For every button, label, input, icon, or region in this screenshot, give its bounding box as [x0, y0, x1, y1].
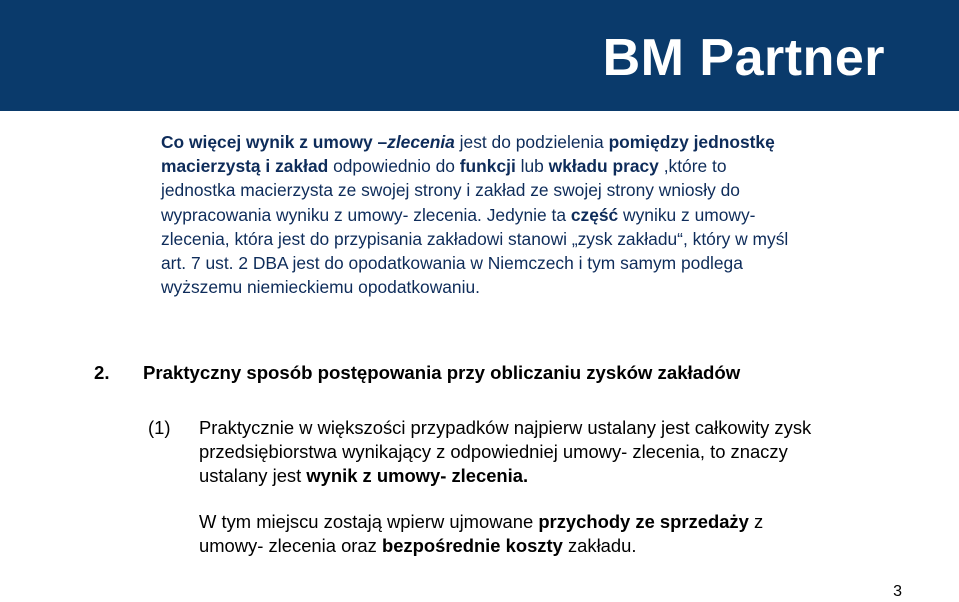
intro-bold-4: wkładu pracy: [548, 156, 659, 177]
item-p1-text: Praktycznie w większości przypadków najpierw ustalany jest całkowity zysk przedsiębiorstwa wynikający z odpowiedniej umowy- zlecenia, to znaczy ustalany jest: [199, 417, 812, 486]
intro-bold-1: Co więcej wynik z umowy –: [161, 132, 388, 152]
intro-text-1: jest do podzielenia: [454, 132, 609, 152]
page-number: 3: [893, 583, 902, 600]
item-p2-text-3: zakładu.: [562, 535, 637, 556]
item-paragraph-1: [199, 416, 829, 488]
intro-text-3: lub: [515, 156, 549, 177]
intro-text-4: ,które to jednostka macierzysta ze swojej strony i zakład ze swojej strony wniosły do wypracowania wyniku z umowy- zlecenia. Jedynie ta: [161, 156, 740, 225]
item-paragraph-2: [199, 510, 829, 558]
intro-paragraph: [161, 130, 801, 299]
section-title-text: Praktyczny sposób postępowania przy obliczaniu zysków zakładów: [143, 362, 741, 383]
section-number: 2.: [94, 362, 110, 383]
item-p2-text-2: z umowy- zlecenia oraz: [199, 511, 764, 556]
section-heading: [94, 360, 854, 386]
intro-bold-3: funkcji: [459, 156, 516, 177]
intro-bold-italic: zlecenia: [387, 132, 455, 152]
intro-text-5: wyniku z umowy- zlecenia, która jest do przypisania zakładowi stanowi „zysk zakładu“, który w myśl art. 7 ust. 2 DBA jest do opodatkowania w Niemczech i tym samym podlega wyższemu niemieckiemu opodatkowaniu.: [161, 204, 789, 298]
item-p2-bold-2: bezpośrednie koszty: [381, 535, 563, 556]
intro-text-2: odpowiednio do: [328, 156, 460, 177]
item-p1-bold: wynik z umowy- zlecenia.: [306, 465, 529, 486]
item-number: (1): [148, 417, 171, 438]
item-body: [199, 416, 829, 558]
item-p2-bold-1: przychody ze sprzedaży: [538, 511, 749, 532]
header-bar: [0, 0, 959, 111]
intro-bold-5: część: [570, 204, 619, 225]
brand-title: BM Partner: [602, 29, 885, 87]
intro-bold-2: pomiędzy jednostkę macierzystą i zakład: [161, 132, 775, 177]
item-p2-text-1: W tym miejscu zostają wpierw ujmowane: [199, 511, 539, 532]
